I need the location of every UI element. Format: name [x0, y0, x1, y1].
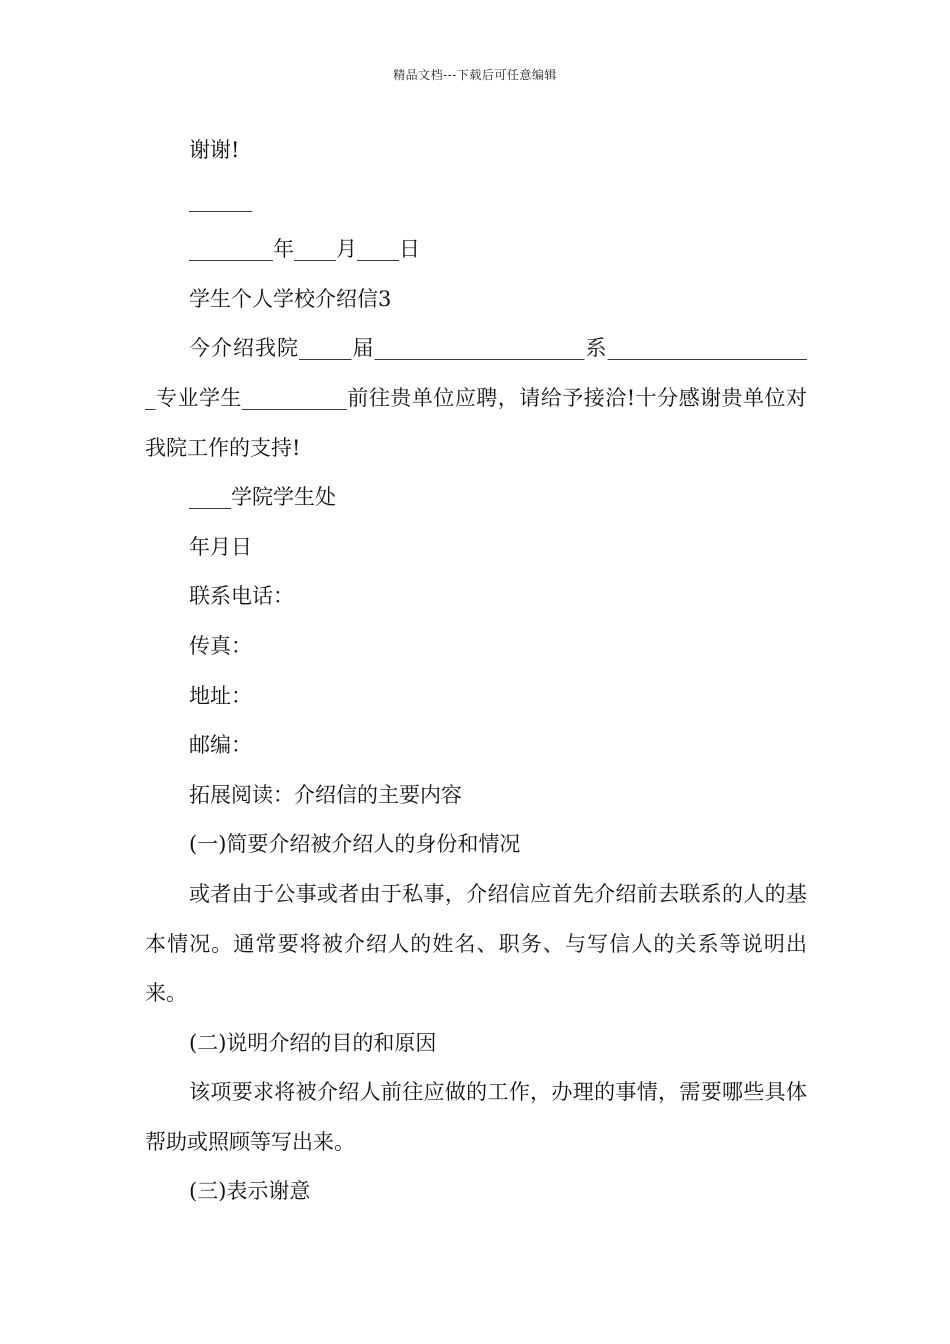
signoff-line: ____学院学生处 [189, 485, 336, 510]
page-header: 精品文档---下载后可任意编辑 [393, 68, 557, 82]
address-label: 地址： [189, 683, 252, 708]
document-body [145, 126, 807, 1217]
extended-reading-heading: 拓展阅读：介绍信的主要内容 [189, 782, 462, 807]
section-1-body: 或者由于公事或者由于私事，介绍信应首先介绍前去联系的人的基本情况。通常要将被介绍人的姓名、职务、与写信人的关系等说明出来。 [145, 881, 807, 1006]
section-2-body: 该项要求将被介绍人前往应做的工作，办理的事情，需要哪些具体帮助或照顾等写出来。 [145, 1080, 807, 1154]
postcode-label: 邮编： [189, 733, 252, 758]
section-3-heading: (三)表示谢意 [189, 1179, 311, 1204]
phone-label: 联系电话： [189, 584, 294, 609]
thanks-line: 谢谢! [189, 138, 240, 162]
letter-title: 学生个人学校介绍信3 [189, 286, 392, 311]
letter-date: 年月日 [189, 534, 252, 559]
signature-line: ______ [189, 187, 252, 212]
date-line: ________年____月____日 [189, 237, 420, 262]
section-2-heading: (二)说明介绍的目的和原因 [189, 1030, 437, 1055]
section-1-heading: (一)简要介绍被介绍人的身份和情况 [189, 832, 521, 857]
fax-label: 传真： [189, 633, 252, 658]
letter-body-paragraph: 今介绍我院_____届____________________系____________________专业学生__________前往贵单位应聘，请给予接洽!十分感谢贵单位对我院工作的支持! [145, 336, 807, 460]
